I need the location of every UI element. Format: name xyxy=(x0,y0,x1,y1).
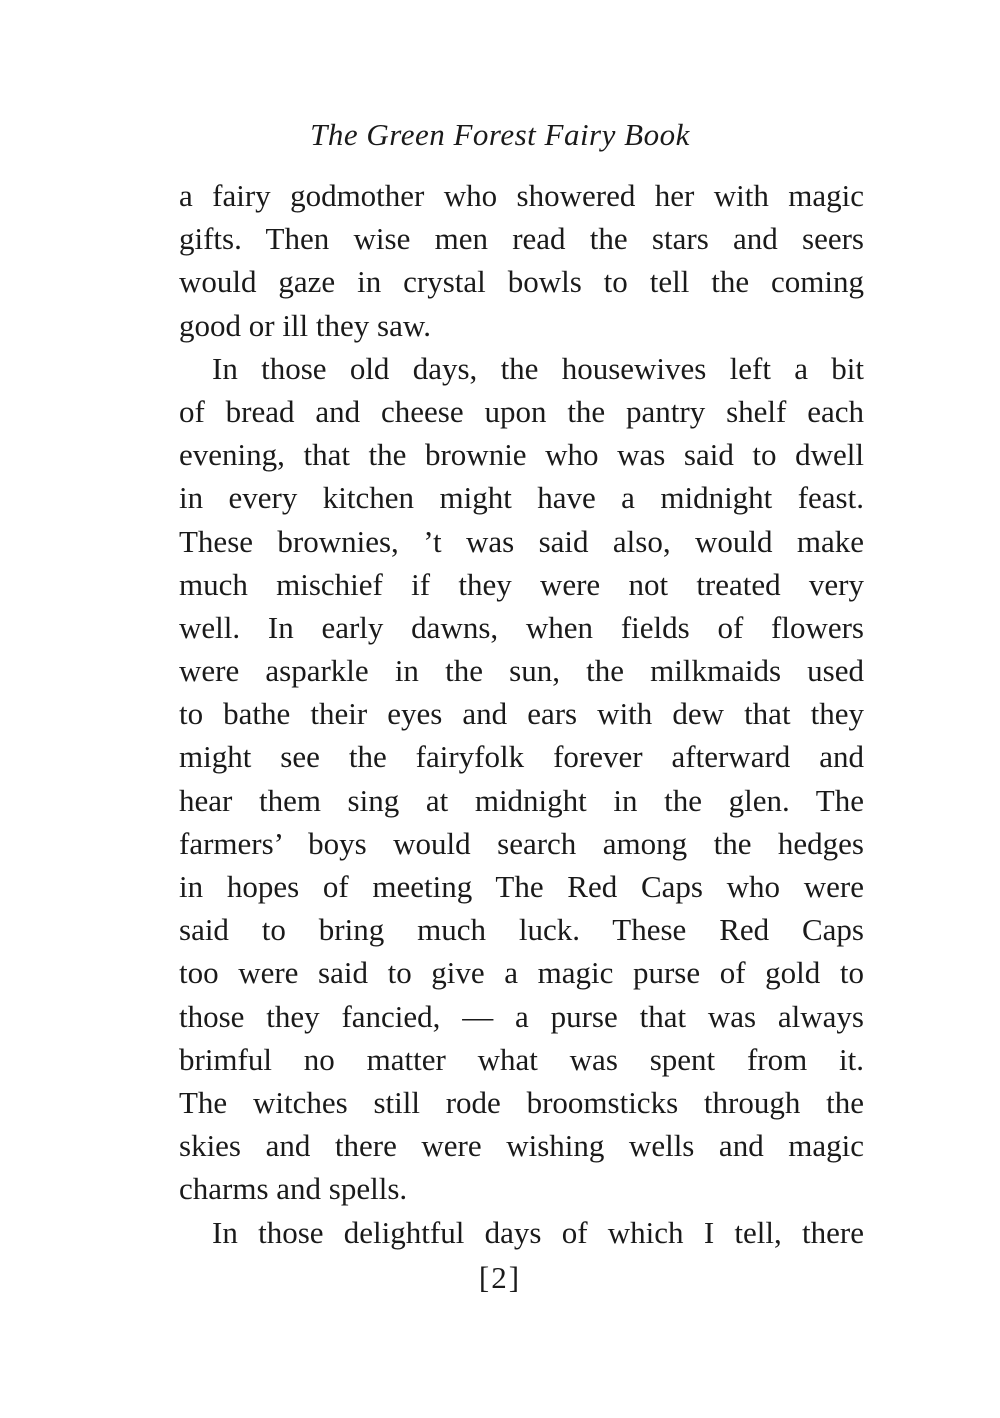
text-line: to bathe their eyes and ears with dew that they xyxy=(179,696,864,732)
text-line: farmers’ boys would search among the hedges xyxy=(179,825,864,861)
text-line: those they fancied, — a purse that was always xyxy=(179,998,864,1034)
text-line: brimful no matter what was spent from it. xyxy=(179,1041,864,1077)
text-line: in every kitchen might have a midnight feast. xyxy=(179,480,864,516)
text-line: might see the fairyfolk forever afterward and xyxy=(179,739,864,775)
text-line: gifts. Then wise men read the stars and seers xyxy=(179,221,864,257)
text-line: In those delightful days of which I tell, there xyxy=(212,1214,864,1250)
text-line: well. In early dawns, when fields of flowers xyxy=(179,609,864,645)
paragraph xyxy=(179,347,864,1211)
text-line: In those old days, the housewives left a bit xyxy=(212,350,864,386)
running-head: The Green Forest Fairy Book xyxy=(310,117,690,152)
text-line: would gaze in crystal bowls to tell the coming xyxy=(179,264,864,300)
text-line: too were said to give a magic purse of gold to xyxy=(179,955,864,991)
text-line: charms and spells. xyxy=(179,1171,408,1207)
text-line: evening, that the brownie who was said to dwell xyxy=(179,437,864,473)
text-line: good or ill they saw. xyxy=(179,307,431,343)
text-line: said to bring much luck. These Red Caps xyxy=(179,912,864,948)
text-line: of bread and cheese upon the pantry shelf each xyxy=(179,393,864,429)
paragraph xyxy=(179,1211,864,1254)
body-text xyxy=(179,174,864,1254)
text-line: hear them sing at midnight in the glen. The xyxy=(179,782,864,818)
text-line: were asparkle in the sun, the milkmaids used xyxy=(179,653,864,689)
text-line: in hopes of meeting The Red Caps who were xyxy=(179,869,864,904)
text-line: much mischief if they were not treated very xyxy=(179,566,864,602)
text-line: The witches still rode broomsticks through the xyxy=(179,1084,864,1120)
page-number: [2] xyxy=(478,1260,522,1295)
text-line: These brownies, ’t was said also, would make xyxy=(179,523,864,559)
paragraph xyxy=(179,174,864,347)
text-line: a fairy godmother who showered her with magic xyxy=(179,178,864,213)
text-line: skies and there were wishing wells and magic xyxy=(179,1128,864,1164)
